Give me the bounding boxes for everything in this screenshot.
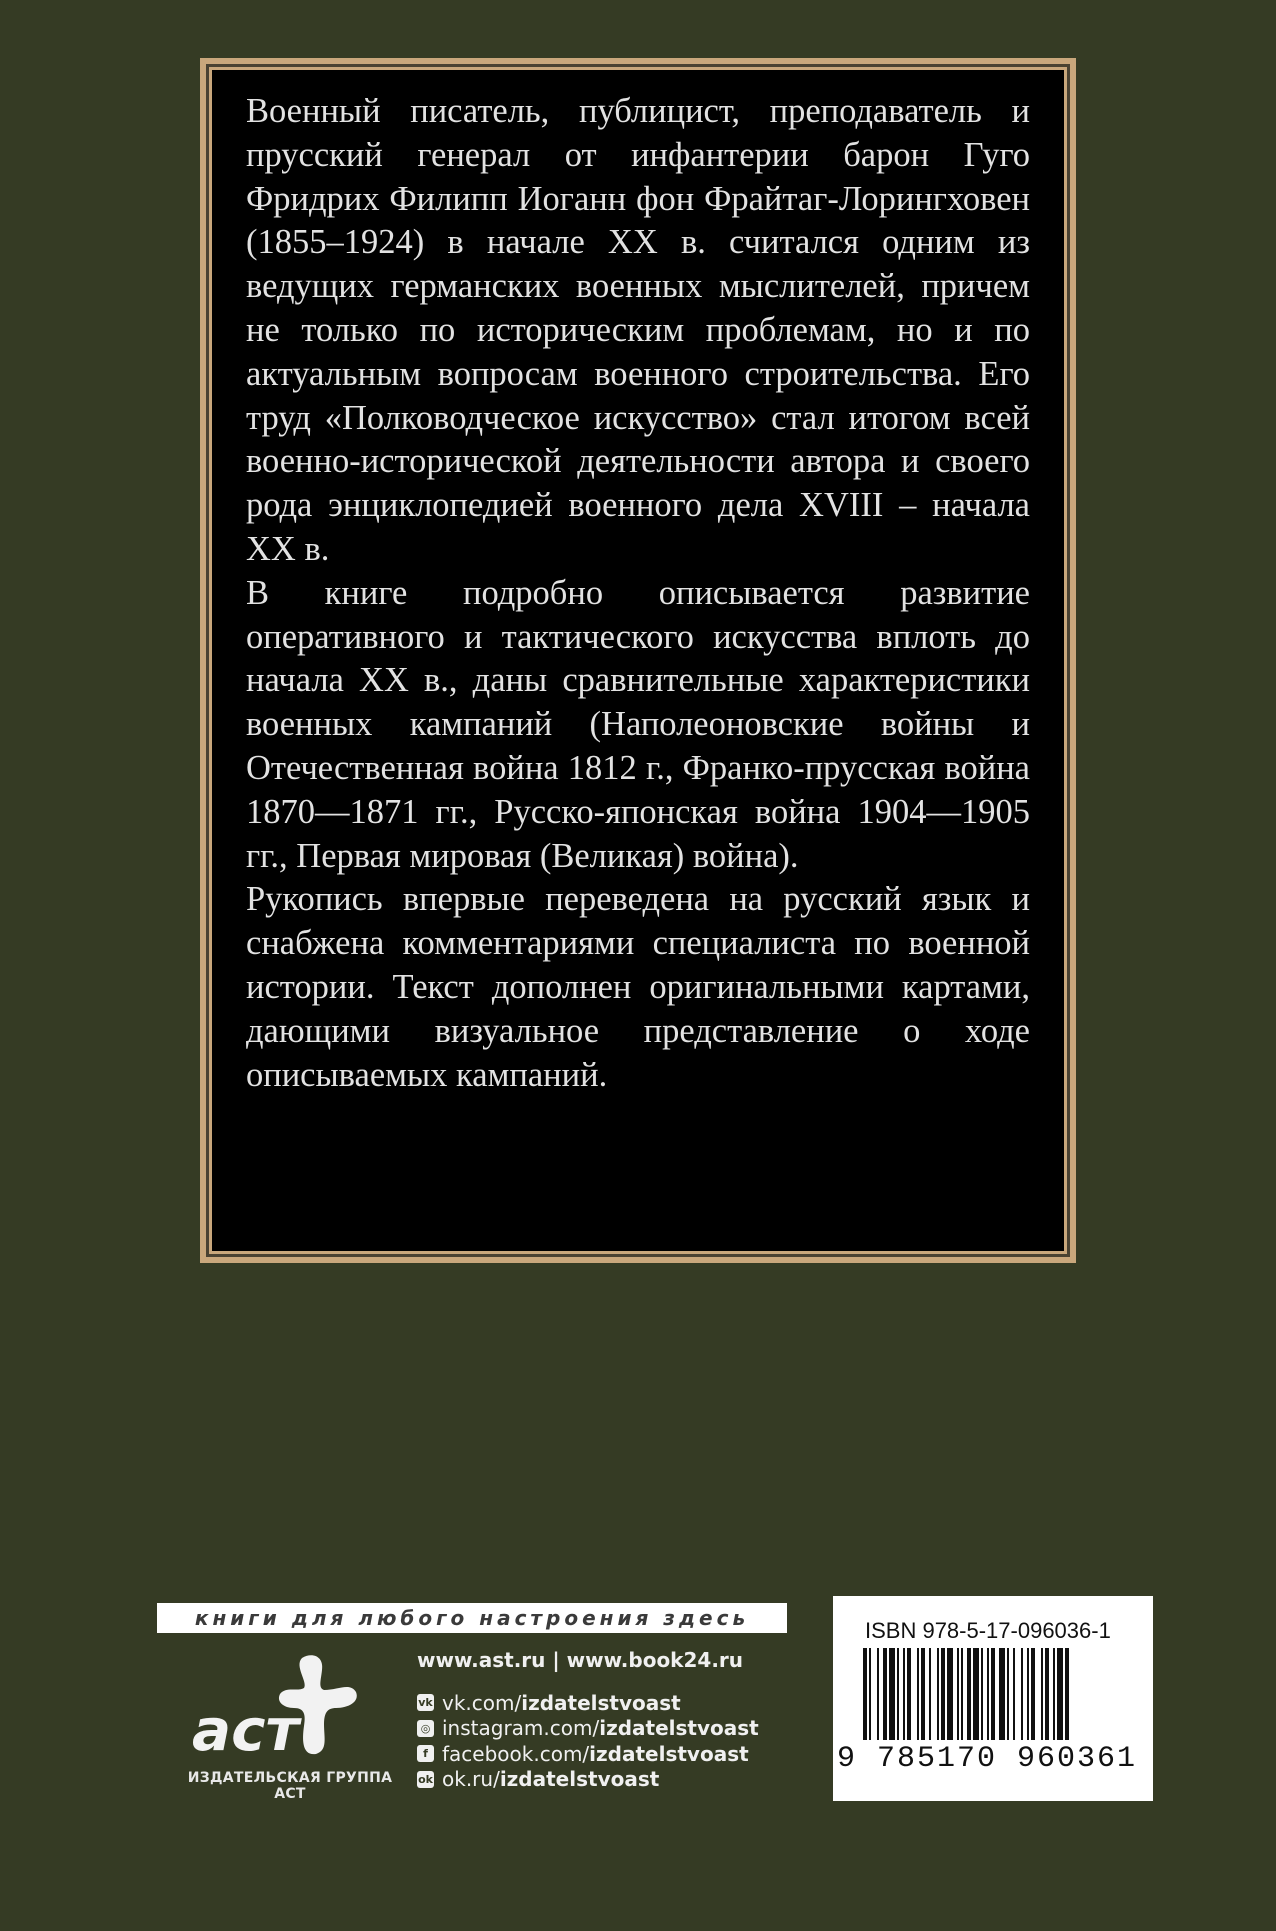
logo-text: аст <box>192 1696 300 1760</box>
social-link-instagram[interactable] <box>417 1716 759 1742</box>
social-link-vk[interactable] <box>417 1690 759 1716</box>
publisher-caption: ИЗДАТЕЛЬСКАЯ ГРУППА АСТ <box>187 1770 393 1802</box>
isbn-label: ISBN 978-5-17-096036-1 <box>865 1618 1111 1643</box>
description-paragraph-3: Рукопись впервые переведена на русский язык и снабжена комментариями специалиста по военной истории. Текст дополнен оригинальными картами, дающими визуальное представление о ходе описываемых кампаний. <box>246 880 1030 1094</box>
social-link-odnoklassniki[interactable] <box>417 1767 759 1793</box>
social-handle: izdatelstvoast <box>599 1716 759 1741</box>
vk-icon: vk <box>418 1696 433 1710</box>
publisher-links <box>417 1648 759 1792</box>
social-handle: izdatelstvoast <box>589 1741 749 1766</box>
description-frame <box>200 58 1076 1263</box>
frame-inner-border <box>209 67 1067 1254</box>
facebook-icon: f <box>417 1745 434 1762</box>
slogan-banner: книги для любого настроения здесь <box>157 1603 787 1633</box>
social-link-facebook[interactable] <box>417 1741 759 1767</box>
description-paragraph-1: Военный писатель, публицист, преподаватель и прусский генерал от инфантерии барон Гуго Фридрих Филипп Иоганн фон Фрайтаг-Лорингховен (1855–1924) в начале XX в. считался одним из ведущих германских военных мыслителей, причем не только по историческим проблемам, но и по актуальным вопросам военного строительства. Его труд «Полководческое искусство» стал итогом всей военно-исторической деятельности автора и своего рода энциклопедией военного дела XVIII – начала XX в. <box>246 92 1030 568</box>
social-prefix: facebook.com/ <box>442 1741 590 1766</box>
frame-border <box>206 64 1070 1257</box>
description-paragraph-2: В книге подробно описывается развитие оперативного и тактического искусства вплоть до начала XX в., даны сравнительные характеристики военных кампаний (Наполеоновские войны и Отечественная война 1812 г., Франко-прусская война 1870—1871 гг., Русско-японская война 1904—1905 гг., Первая мировая (Великая) война). <box>246 573 1030 875</box>
social-handle: izdatelstvoast <box>521 1690 681 1715</box>
social-prefix: ok.ru/ <box>442 1767 500 1792</box>
ast-logo-icon <box>190 1650 390 1760</box>
description-panel <box>212 70 1064 1251</box>
social-prefix: instagram.com/ <box>442 1716 600 1741</box>
isbn-barcode-box <box>833 1596 1153 1801</box>
odnoklassniki-icon: ok <box>418 1772 433 1786</box>
social-prefix: vk.com/ <box>442 1690 522 1715</box>
barcode-digits: 9 785170 960361 <box>837 1742 1138 1776</box>
social-handle: izdatelstvoast <box>499 1767 660 1792</box>
barcode-icon <box>863 1648 1125 1740</box>
instagram-icon: ◎ <box>417 1720 434 1737</box>
websites-link[interactable]: www.ast.ru | www.book24.ru <box>417 1648 744 1672</box>
